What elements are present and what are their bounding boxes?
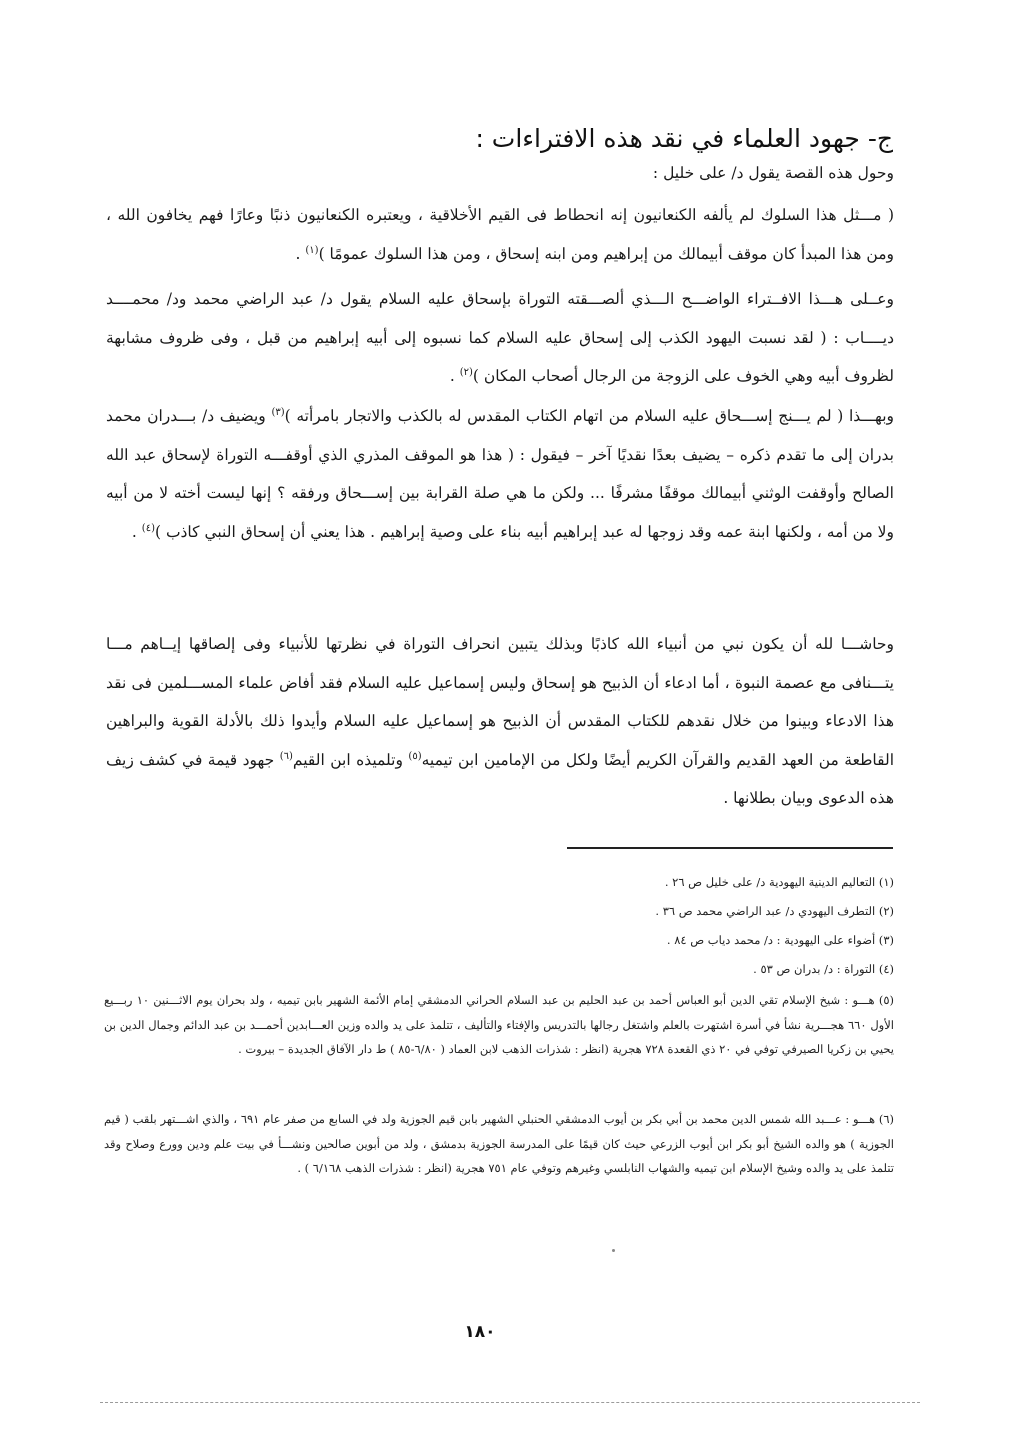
paragraph-1-end: .: [295, 244, 306, 263]
scan-speck: [612, 1249, 615, 1252]
footnote-3: (٣) أضواء على اليهودية : د/ محمد دياب ص ٨٤ .: [666, 933, 894, 947]
footnote-ref-2: (٢): [459, 366, 473, 378]
footnote-ref-3: (٣): [271, 406, 285, 418]
paragraph-1: [106, 196, 894, 273]
paragraph-4-text-c: جهود قيمة في كشف زيف هذه الدعوى وبيان بطلانها .: [106, 750, 894, 807]
paragraph-4-text-b: وتلميذه ابن القيم: [292, 750, 409, 769]
footnote-2: (٢) التطرف اليهودي د/ عبد الراضي محمد ص ٣٦ .: [655, 904, 894, 918]
footnote-4: (٤) التوراة : د/ بدران ص ٥٣ .: [753, 962, 894, 976]
paragraph-3-end: .: [131, 522, 142, 541]
footnote-6: (٦) هـــو : عـــبد الله شمس الدين محمد بن أبي بكر بن أيوب الدمشقي الحنبلي الشهير بابن قيم الجوزية ولد في السابع من صفر عام ٦٩١ ، والذي اشـــتهر بلقب ( قيم الجوزية ) هو والده الشيخ أبو بكر ابن أيوب الزرعي حيث كان قيمًا على المدرسة الجوزية بدمشق ، ولد من أبوين صالحين ونشـــأ في بيت علم ودين وورع وصلاح وقد تتلمذ على يد والده وشيخ الإسلام ابن تيميه والشهاب النابلسي وغيرهم وتوفي عام ٧٥١ هجرية (انظر : شذرات الذهب ٦/١٦٨ ) .: [104, 1112, 895, 1175]
footnote-ref-4: (٤): [141, 522, 155, 534]
section-heading: ج- جهود العلماء في نقد هذه الافتراءات :: [475, 124, 893, 153]
footnote-separator: [567, 847, 893, 849]
footnote-1: (١) التعاليم الدينية اليهودية د/ على خليل ص ٢٦ .: [664, 875, 894, 889]
paragraph-3-text-a: وبهـــذا ( لم يـــنج إســـحاق عليه السلام من اتهام الكتاب المقدس له بالكذب والاتجار بامرأته ): [284, 407, 894, 425]
footnote-5: (٥) هـــو : شيخ الإسلام تقي الدين أبو العباس أحمد بن عبد الحليم بن عبد السلام الحراني الدمشقي إمام الأئمة الشهير بابن تيميه ، ولد بحران يوم الاثـــنين ١٠ ربـــيع الأول ٦٦٠ هجـــرية نشأ في أسرة اشتهرت بالعلم واشتغل رجالها بالتدريس والإفتاء والتأليف ، تتلمذ على يد والده وزين العـــابدين أحمـــد بن عبد الدائم وجمال الدين بن يحيي بن زكريا الصيرفي توفي في ٢٠ ذي القعدة ٧٢٨ هجرية (انظر : شذرات الذهب لابن العماد ( ٦/٨٠-٨٥ ) ط دار الآفاق الجديدة – بيروت .: [104, 993, 894, 1056]
page-number: ١٨٠: [464, 1322, 496, 1342]
paragraph-3: [106, 397, 894, 551]
footnote-ref-6: (٦): [279, 750, 293, 762]
paragraph-4-text-a: وحاشـــا لله أن يكون نبي من أنبياء الله كاذبًا وبذلك يتبين انحراف التوراة في نظرتها للأنبياء وفى إلصاقها إيــاهم مـــا يتـــنافى مع عصمة النبوة ، أما ادعاء أن الذبيح هو إسحاق وليس إسماعيل عليه السلام فقد أفاض علماء المســـلمين فى نقد هذا الادعاء وبينوا من خلال نقدهم للكتاب المقدس أن الذبيح هو إسماعيل عليه السلام وأيدوا ذلك بالأدلة القوية والبراهين القاطعة من العهد القديم والقرآن الكريم أيضًا ولكل من الإمامين ابن تيميه: [106, 635, 894, 769]
paragraph-3-text-b: ويضيف د/ بـــدران محمد بدران إلى ما تقدم ذكره – يضيف بعدًا نقديًا آخر – فيقول : ( هذا هو الموقف المذري الذي أوقفـــه التوراة لإسحاق عبد الله الصالح وأوقفت الوثني أبيمالك موقفًا مشرفًا ... ولكن ما هي صلة القرابة بين إســـحاق ورفقه ؟ إنها ليست أخته لا من أبيه ولا من أمه ، ولكنها ابنة عمه وقد زوجها له عبد إبراهيم أبيه بناء على وصية إبراهيم . هذا يعني أن إسحاق النبي كاذب ): [106, 407, 894, 541]
paragraph-2-end: .: [449, 367, 460, 385]
footnote-ref-1: (١): [305, 244, 319, 256]
footnote-ref-5: (٥): [408, 750, 422, 762]
paragraph-4: [106, 625, 894, 818]
intro-line: وحول هذه القصة يقول د/ على خليل :: [652, 164, 894, 182]
scan-edge-line: [100, 1402, 920, 1403]
paragraph-1-text: ( مـــثل هذا السلوك لم يألفه الكنعانيون إنه انحطاط فى القيم الأخلاقية ، ويعتبره الكنعانيون ذنبًا وعارًا فهم يخافون الله ، ومن هذا المبدأ كان موقف أبيمالك من إبراهيم ومن ابنه إسحاق ، ومن هذا السلوك عمومًا ): [106, 206, 894, 263]
paragraph-2-text: وعــلى هـــذا الافــتراء الواضـــح الـــذي ألصـــقته التوراة بإسحاق عليه السلام يقول د/ عبد الراضي محمد ود/ محمــــد ديــــاب : ( لقد نسبت اليهود الكذب إلى إسحاق عليه السلام كما نسبوه إلى أبيه إبراهيم من قبل ، وفى ظروف مشابهة لظروف أبيه وهي الخوف على الزوجة من الرجال أصحاب المكان ): [106, 290, 894, 385]
paragraph-2: [106, 280, 894, 396]
